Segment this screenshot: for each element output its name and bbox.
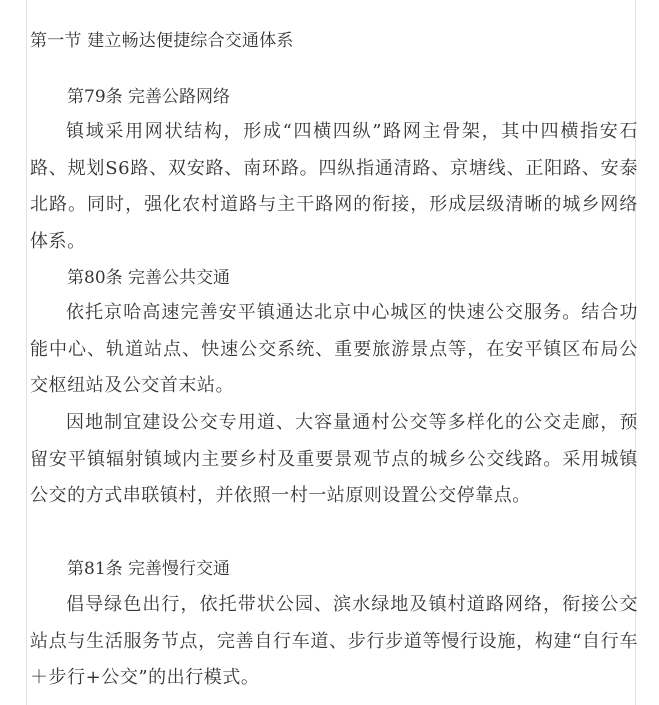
article-81-title: 第81条 完善慢行交通 bbox=[67, 559, 231, 579]
article-80-title: 第80条 完善公共交通 bbox=[67, 268, 231, 288]
article-79-title: 第79条 完善公路网络 bbox=[67, 87, 231, 107]
article-79-paragraph: 镇域采用网状结构，形成“四横四纵”路网主骨架，其中四横指安石路、规划S6路、双安路、南环路。四纵指通清路、京塘线、正阳路、安泰北路。同时，强化农村道路与主干路网的衔接，形成层级清晰的城乡网络体系。 bbox=[30, 121, 638, 252]
article-81-paragraph: 倡导绿色出行，依托带状公园、滨水绿地及镇村道路网络，衔接公交站点与生活服务节点，完善自行车道、步行步道等慢行设施，构建“自行车＋步行+公交”的出行模式。 bbox=[30, 594, 638, 689]
article-80-paragraph-2: 因地制宜建设公交专用道、大容量通村公交等多样化的公交走廊，预留安平镇辐射镇域内主要乡村及重要景观节点的城乡公交线路。采用城镇公交的方式串联镇村，并依照一村一站原则设置公交停靠点。 bbox=[30, 412, 638, 507]
article-80-paragraph-1: 依托京哈高速完善安平镇通达北京中心城区的快速公交服务。结合功能中心、轨道站点、快速公交系统、重要旅游景点等，在安平镇区布局公交枢纽站及公交首末站。 bbox=[30, 302, 638, 397]
document-page bbox=[26, 0, 636, 705]
section-title: 第一节 建立畅达便捷综合交通体系 bbox=[30, 31, 294, 51]
